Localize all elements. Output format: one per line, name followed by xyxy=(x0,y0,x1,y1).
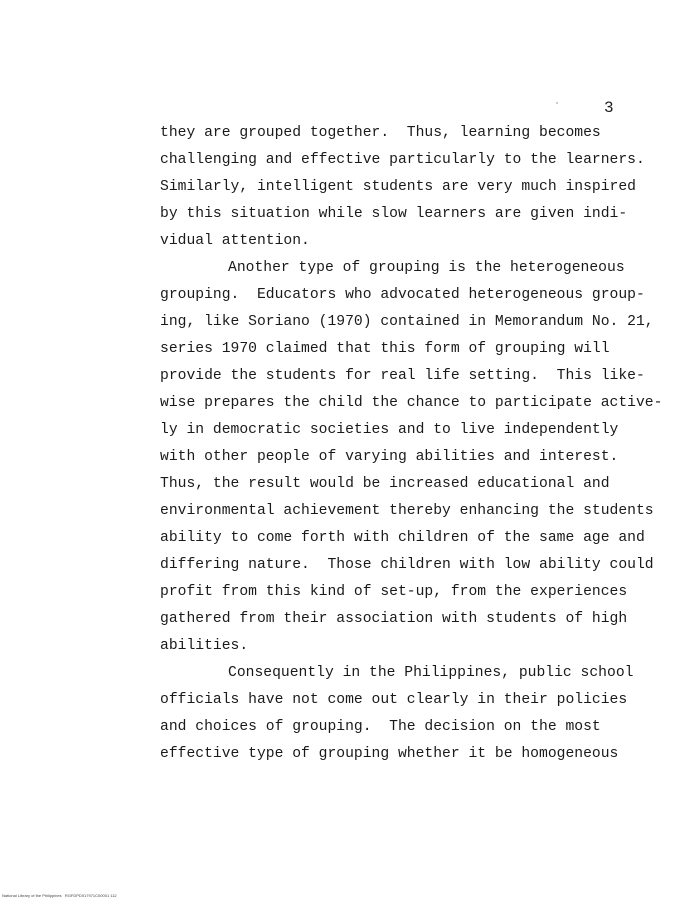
text-line: Thus, the result would be increased educational and xyxy=(160,476,610,492)
scan-footer: National Library of the Philippines RGFDPD017971C00001 112 xyxy=(2,893,117,898)
text-line: gathered from their association with students of high xyxy=(160,611,628,627)
page-number: 3 xyxy=(604,99,614,117)
text-line: provide the students for real life setting. This like- xyxy=(160,368,645,384)
text-line: officials have not come out clearly in their policies xyxy=(160,692,628,708)
text-line: ability to come forth with children of the same age and xyxy=(160,530,645,546)
scan-speck xyxy=(556,102,558,104)
text-line: ing, like Soriano (1970) contained in Memorandum No. 21, xyxy=(160,314,654,330)
text-line: vidual attention. xyxy=(160,233,310,249)
text-line: differing nature. Those children with low ability could xyxy=(160,557,654,573)
text-line: profit from this kind of set-up, from the experiences xyxy=(160,584,628,600)
text-line: challenging and effective particularly to the learners. xyxy=(160,152,645,168)
text-line: Similarly, intelligent students are very much inspired xyxy=(160,179,636,195)
text-line: with other people of varying abilities and interest. xyxy=(160,449,619,465)
text-line: Consequently in the Philippines, public school xyxy=(228,665,634,681)
text-line: ly in democratic societies and to live independently xyxy=(160,422,619,438)
text-line: wise prepares the child the chance to participate active- xyxy=(160,395,663,411)
text-line: series 1970 claimed that this form of grouping will xyxy=(160,341,610,357)
text-line: Another type of grouping is the heterogeneous xyxy=(228,260,625,276)
text-line: they are grouped together. Thus, learning becomes xyxy=(160,125,601,141)
text-line: grouping. Educators who advocated heterogeneous group- xyxy=(160,287,645,303)
text-line: by this situation while slow learners are given indi- xyxy=(160,206,628,222)
body-text xyxy=(160,120,663,768)
text-line: effective type of grouping whether it be homogeneous xyxy=(160,746,619,762)
text-line: and choices of grouping. The decision on the most xyxy=(160,719,601,735)
text-line: abilities. xyxy=(160,638,249,654)
text-line: environmental achievement thereby enhancing the students xyxy=(160,503,654,519)
